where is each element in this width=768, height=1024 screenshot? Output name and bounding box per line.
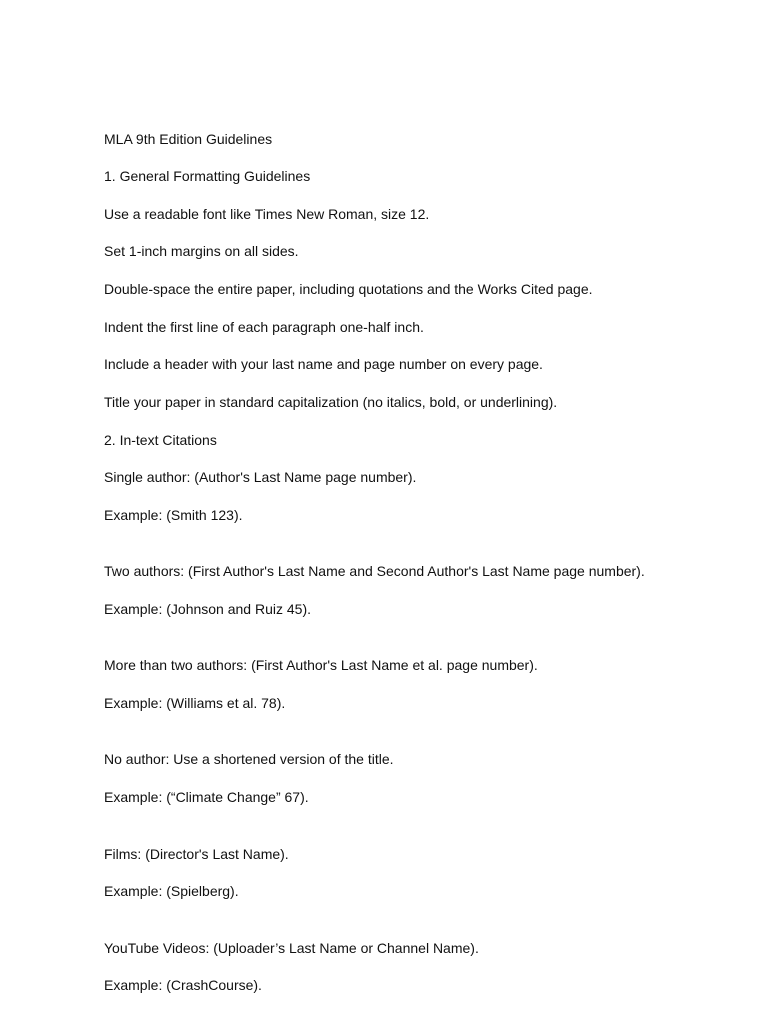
- document-title: MLA 9th Edition Guidelines: [104, 131, 273, 147]
- citation-rule: Two authors: (First Author's Last Name and Second Author's Last Name page number).: [104, 563, 645, 579]
- formatting-item: Double-space the entire paper, including quotations and the Works Cited page.: [104, 281, 593, 297]
- formatting-item: Title your paper in standard capitalization (no italics, bold, or underlining).: [104, 394, 558, 410]
- citation-example: Example: (Smith 123).: [104, 507, 243, 523]
- citation-rule: Films: (Director's Last Name).: [104, 846, 289, 862]
- citation-rule: More than two authors: (First Author's Last Name et al. page number).: [104, 657, 538, 673]
- citation-rule: Single author: (Author's Last Name page number).: [104, 469, 417, 485]
- section-heading-citations: 2. In-text Citations: [104, 432, 217, 448]
- citation-example: Example: (Johnson and Ruiz 45).: [104, 601, 311, 617]
- citation-example: Example: (“Climate Change” 67).: [104, 789, 309, 805]
- citation-rule: YouTube Videos: (Uploader’s Last Name or Channel Name).: [104, 940, 479, 956]
- formatting-item: Set 1-inch margins on all sides.: [104, 243, 299, 259]
- citation-example: Example: (Spielberg).: [104, 883, 239, 899]
- citation-example: Example: (Williams et al. 78).: [104, 695, 286, 711]
- formatting-item: Use a readable font like Times New Roman, size 12.: [104, 206, 430, 222]
- formatting-item: Include a header with your last name and page number on every page.: [104, 356, 543, 372]
- citation-rule: No author: Use a shortened version of the title.: [104, 751, 394, 767]
- citation-example: Example: (CrashCourse).: [104, 977, 262, 993]
- section-heading-formatting: 1. General Formatting Guidelines: [104, 168, 311, 184]
- formatting-item: Indent the first line of each paragraph one-half inch.: [104, 319, 424, 335]
